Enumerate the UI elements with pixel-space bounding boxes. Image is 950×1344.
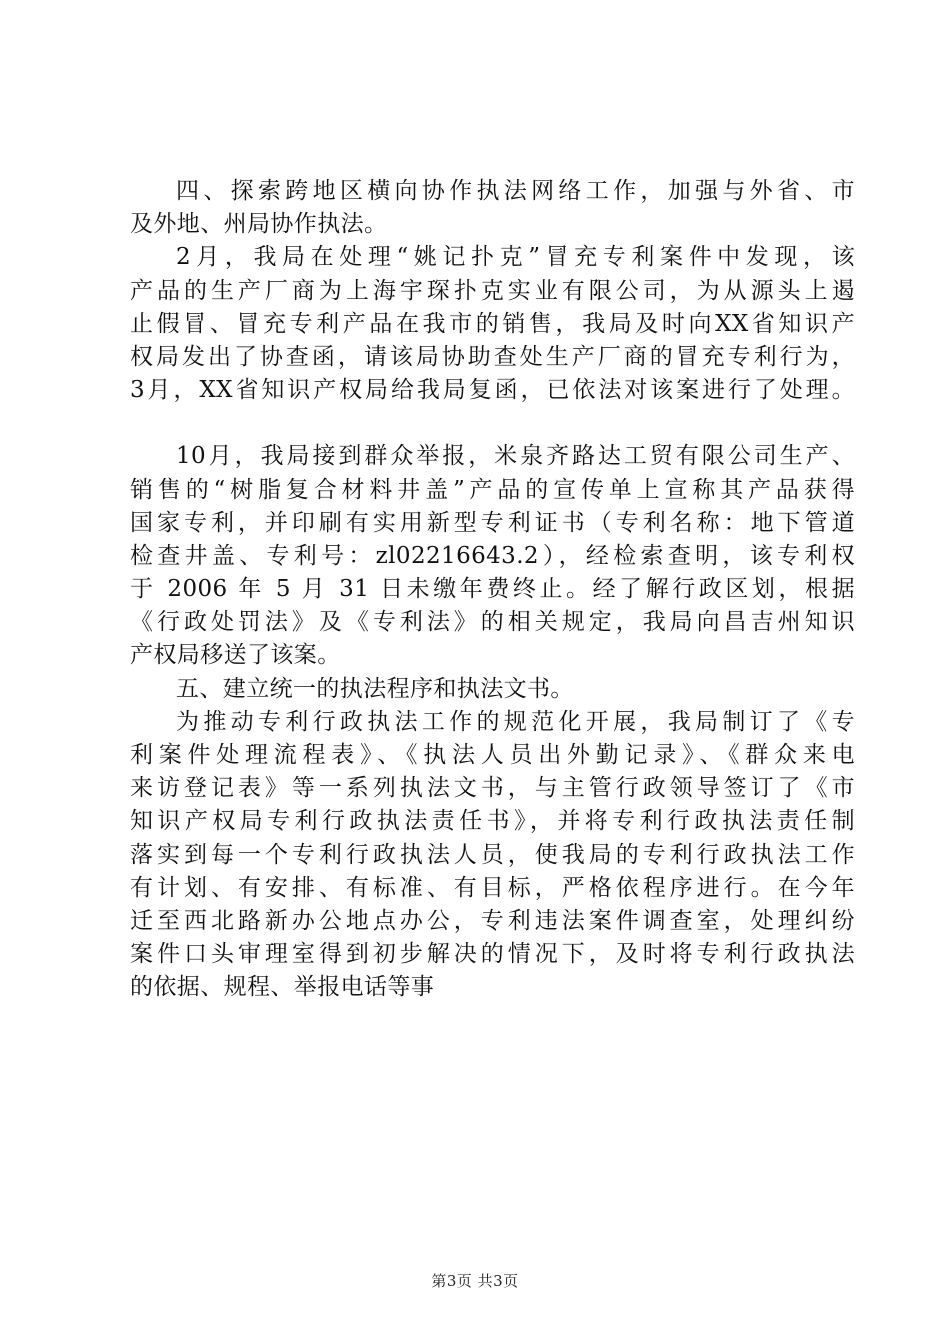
paragraph-line: 迁至西北路新办公地点办公，专利违法案件调查室，处理纠纷 (130, 907, 855, 934)
paragraph-line: 3月，XX省知识产权局给我局复函，已依法对该案进行了处理。 (130, 377, 855, 404)
paragraph-line: 国家专利，并印刷有实用新型专利证书（专利名称：地下管道 (130, 509, 855, 536)
paragraph-line: 知识产权局专利行政执法责任书》，并将专利行政执法责任制 (130, 808, 855, 835)
paragraph-line: 产品的生产厂商为上海宇琛扑克实业有限公司，为从源头上遏 (130, 277, 855, 304)
paragraph-line: 产权局移送了该案。 (130, 642, 341, 669)
paragraph-line: 及外地、州局协作执法。 (130, 211, 388, 238)
section-heading: 五、建立统一的执法程序和执法文书。 (176, 675, 574, 702)
paragraph-line: 案件口头审理室得到初步解决的情况下，及时将专利行政执法 (130, 941, 855, 968)
paragraph-line: 10月，我局接到群众举报，米泉齐路达工贸有限公司生产、 (176, 443, 855, 470)
paragraph-line: 销售的“树脂复合材料井盖”产品的宣传单上宣称其产品获得 (130, 476, 855, 503)
paragraph-line: 落实到每一个专利行政执法人员，使我局的专利行政执法工作 (130, 841, 855, 868)
document-body (130, 175, 855, 1005)
paragraph-line: 2月，我局在处理“姚记扑克”冒充专利案件中发现，该 (176, 244, 855, 271)
paragraph-line: 权局发出了协查函，请该局协助查处生产厂商的冒充专利行为， (130, 343, 855, 370)
paragraph-line: 为推动专利行政执法工作的规范化开展，我局制订了《专 (176, 708, 855, 735)
paragraph-line: 有计划、有安排、有标准、有目标，严格依程序进行。在今年 (130, 874, 855, 901)
paragraph-line: 《行政处罚法》及《专利法》的相关规定，我局向昌吉州知识 (130, 609, 855, 636)
paragraph-line: 检查井盖、专利号：zl02216643.2），经检索查明，该专利权 (130, 542, 855, 569)
paragraph-line: 来访登记表》等一系列执法文书，与主管行政领导签订了《市 (130, 775, 855, 802)
paragraph-line: 于 2006 年 5 月 31 日未缴年费终止。经了解行政区划，根据 (130, 576, 855, 603)
paragraph-line: 止假冒、冒充专利产品在我市的销售，我局及时向XX省知识产 (130, 310, 855, 337)
page-footer: 第3页 共3页 (431, 1272, 519, 1290)
paragraph-gap (130, 407, 855, 440)
paragraph-line: 利案件处理流程表》、《执法人员出外勤记录》、《群众来电 (130, 742, 855, 768)
paragraph-line: 四、探索跨地区横向协作执法网络工作，加强与外省、市 (176, 178, 855, 204)
paragraph-line: 的依据、规程、举报电话等事 (130, 974, 435, 1001)
